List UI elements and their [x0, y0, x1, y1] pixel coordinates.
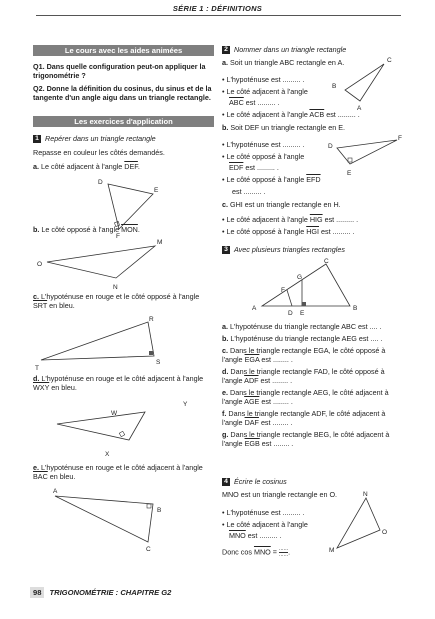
point-label: N: [363, 491, 368, 498]
exercise-title: Avec plusieurs triangles rectangles: [234, 245, 345, 254]
item-label: c.: [33, 292, 39, 301]
point-label: X: [105, 451, 110, 458]
point-label: A: [53, 488, 58, 495]
item-label: a.: [222, 58, 228, 67]
item-1a: a. Le côté adjacent à l'angle $\overline{DEF}$.: [33, 162, 140, 171]
point-label: M: [329, 547, 335, 554]
item-text: Dans le triangle rectangle ADF, le côté adjacent à l'angle: [222, 409, 386, 427]
point-label: O: [382, 529, 388, 536]
point-label: E: [154, 187, 159, 194]
ex4-line1: • L'hypoténuse est ......... .: [222, 508, 305, 517]
item-text: Donc cos: [222, 547, 252, 557]
ex4-cos: Donc $\cos \overline{MNO}$ = ...... ...... .: [222, 546, 291, 558]
item-text: est ......... .: [326, 110, 360, 119]
figure-multiple-triangles: [250, 256, 380, 320]
item-2a-line1: • L'hypoténuse est ......... .: [222, 75, 305, 84]
triangle-srt: [33, 312, 218, 374]
item-1d: [33, 374, 214, 392]
point-label: F: [281, 287, 285, 294]
fraction-top: ......: [278, 546, 289, 552]
angle-name: $\overline{EFD}$: [306, 175, 321, 184]
triangle-mno: [325, 486, 400, 558]
angle-name: $\overline{EGB}$: [244, 439, 260, 448]
item-text: L'hypoténuse en rouge et le côté adjacent à l'angle: [41, 374, 204, 383]
point-label: B: [157, 507, 162, 514]
point-label: T: [35, 365, 39, 372]
ex3-question: [222, 430, 407, 448]
item-2b-line1: • L'hypoténuse est ......... .: [222, 140, 305, 149]
ex3-question: [222, 409, 407, 427]
item-2b-line2b: [229, 163, 279, 172]
page-number: 98: [30, 587, 44, 598]
point-label: B: [332, 83, 337, 90]
exercise-title: Nommer dans un triangle rectangle: [234, 45, 347, 54]
ex3-question: [222, 322, 407, 331]
point-label: E: [347, 170, 352, 177]
item-2b-line3b: est ......... .: [232, 187, 266, 196]
item-label: b.: [33, 225, 40, 234]
item-text: est ........ .: [261, 355, 293, 364]
item-2a-line2: • Le côté adjacent à l'angle: [222, 87, 308, 96]
item-label: b.: [222, 334, 229, 343]
angle-name: $\overline{DEF}$: [124, 162, 138, 171]
ex3-question: [222, 346, 407, 364]
item-label: a.: [222, 322, 228, 331]
item-text: est ......... .: [245, 98, 280, 107]
point-label: E: [300, 310, 305, 317]
section-bar-course: Le cours avec les aides animées: [33, 45, 214, 56]
exercise-4-title: [222, 477, 287, 486]
item-text: L'hypoténuse en rouge et le côté opposé à l'angle: [41, 292, 200, 301]
header-rule: [36, 15, 401, 16]
item-text: est ......... .: [321, 227, 355, 236]
item-text: Le côté adjacent à l'angle: [226, 110, 308, 119]
item-text: GHI est un triangle rectangle en H.: [230, 200, 341, 209]
point-label: B: [353, 305, 358, 312]
fraction: [279, 547, 288, 558]
item-label: c.: [222, 200, 228, 209]
item-text: L'hypoténuse du triangle rectangle AEG est .... .: [230, 334, 383, 343]
point-label: Y: [183, 401, 188, 408]
triangle-wxy: [33, 394, 218, 464]
angle-name: $\overline{ADF}$: [244, 376, 259, 385]
item-text: en bleu.: [49, 472, 76, 481]
item-text: est ......... .: [245, 163, 279, 172]
item-text: est ........ .: [260, 376, 293, 385]
item-text: en bleu.: [49, 301, 75, 310]
item-label: a.: [33, 162, 39, 171]
item-text: Dans le triangle rectangle EGA, le côté opposé à l'angle: [222, 346, 386, 364]
point-label: C: [324, 258, 329, 265]
triangle-bac: [33, 484, 218, 556]
exercise-2-title: [222, 45, 346, 54]
question-1: Q1. Dans quelle configuration peut-on appliquer la trigonométrie ?: [33, 62, 206, 80]
angle-name: $\overline{EDF}$: [229, 163, 244, 172]
item-2a-line3: [222, 110, 360, 119]
exercise-1-intro: Repasse en couleur les côtés demandés.: [33, 148, 165, 157]
item-text: L'hypoténuse en rouge et le côté adjacent à l'angle: [41, 463, 203, 472]
item-label: f.: [222, 409, 227, 418]
angle-name: $\overline{SRT}$: [33, 301, 48, 310]
point-label: W: [111, 410, 118, 417]
angle-name: $\overline{MNO}$: [229, 531, 246, 540]
point-label: G: [297, 274, 303, 281]
angle-name: $\overline{EGA}$: [244, 355, 260, 364]
item-1c: [33, 292, 214, 310]
item-text: Le côté adjacent à l'angle: [41, 162, 123, 171]
item-text: en bleu.: [51, 383, 77, 392]
point-label: A: [357, 105, 362, 112]
item-2a-line2b: [229, 98, 279, 107]
item-text: Le côté opposé à l'angle: [226, 175, 305, 184]
item-label: b.: [222, 123, 229, 132]
item-2b-line2: • Le côté opposé à l'angle: [222, 152, 304, 161]
item-text: est ........ .: [261, 397, 293, 406]
angle-name: $\overline{HIG}$: [309, 215, 323, 224]
exercise-title: Écrire le cosinus: [234, 477, 287, 486]
item-label: e.: [222, 388, 228, 397]
item-text: est ......... .: [247, 531, 282, 540]
angle-name: $\overline{DAF}$: [244, 418, 259, 427]
item-text: L'hypoténuse du triangle rectangle ABC est .... .: [230, 322, 382, 331]
exercise-1-title: [33, 134, 156, 143]
angle-name: $\overline{HGI}$: [306, 227, 319, 236]
item-text: Dans le triangle rectangle BEG, le côté adjacent à l'angle: [222, 430, 390, 448]
question-2: Q2. Donne la définition du cosinus, du sinus et de la tangente d'un angle aigu dans un triangle rectangle.: [33, 84, 212, 102]
item-text: Soit un triangle ABC rectangle en A.: [230, 58, 345, 67]
triangle-abc-2: [330, 50, 400, 112]
point-label: R: [149, 316, 154, 323]
item-label: d.: [33, 374, 40, 383]
angle-name: $\overline{ABC}$: [229, 98, 244, 107]
item-text: Dans le triangle rectangle AEG, le côté adjacent à l'angle: [222, 388, 389, 406]
item-label: c.: [222, 346, 228, 355]
page-footer: [30, 588, 171, 597]
item-label: g.: [222, 430, 229, 439]
point-label: S: [156, 359, 161, 366]
item-text: est ........ .: [260, 418, 293, 427]
item-1b: b. Le côté opposé à l'angle $\overline{MON}$.: [33, 225, 140, 234]
exercise-number: 4: [222, 478, 230, 486]
item-2c-line1: [222, 215, 358, 224]
point-label: O: [37, 261, 43, 268]
ex4-line2b: [229, 531, 281, 540]
angle-name: $\overline{WXY}$: [33, 383, 50, 392]
point-label: D: [288, 310, 293, 317]
exercise-number: 2: [222, 46, 230, 54]
item-text: Le côté adjacent à l'angle: [226, 215, 308, 224]
item-text: Le côté opposé à l'angle: [41, 225, 120, 234]
point-label: D: [328, 143, 333, 150]
point-label: F: [116, 233, 120, 240]
angle-name: $\overline{MNO}$: [253, 547, 271, 557]
item-2a: [222, 58, 344, 67]
point-label: D: [98, 179, 103, 186]
angle-name: $\overline{BAC}$: [33, 472, 48, 481]
exercise-number: 3: [222, 246, 230, 254]
item-text: est ......... .: [324, 215, 359, 224]
fraction-bottom: ......: [278, 552, 289, 558]
ex3-question: [222, 388, 407, 406]
point-label: A: [252, 305, 257, 312]
item-text: Dans le triangle rectangle FAD, le côté opposé à l'angle: [222, 367, 385, 385]
item-text: Soit DEF un triangle rectangle en E.: [230, 123, 346, 132]
item-text: Le côté opposé à l'angle: [226, 227, 305, 236]
point-label: N: [113, 284, 118, 291]
exercise-number: 1: [33, 135, 41, 143]
triangle-def-2: [325, 130, 405, 180]
point-label: C: [146, 546, 151, 553]
page-header: SÉRIE 1 : DÉFINITIONS: [172, 4, 263, 13]
ex4-line2: • Le côté adjacent à l'angle: [222, 520, 308, 529]
section-bar-exercises: Les exercices d'application: [33, 116, 214, 127]
item-label: d.: [222, 367, 229, 376]
item-text: est ........ .: [261, 439, 294, 448]
point-label: M: [157, 239, 163, 246]
triangle-mon: [33, 234, 218, 294]
item-2c: [222, 200, 341, 209]
footer-title: TRIGONOMÉTRIE : CHAPITRE G2: [49, 588, 172, 597]
item-1e: [33, 463, 214, 481]
ex3-question: [222, 367, 407, 385]
point-label: C: [387, 57, 392, 64]
exercise-title: Repérer dans un triangle rectangle: [45, 134, 156, 143]
angle-name: $\overline{AGE}$: [244, 397, 260, 406]
exercise-3-questions: [222, 322, 407, 451]
item-2c-line2: [222, 227, 355, 236]
exercise-3-title: [222, 245, 345, 254]
item-label: e.: [33, 463, 39, 472]
angle-name: $\overline{MON}$: [121, 225, 138, 234]
exercise-4-intro: MNO est un triangle rectangle en O.: [222, 490, 338, 499]
ex3-question: [222, 334, 407, 343]
angle-name: $\overline{ACB}$: [309, 110, 325, 119]
item-2b-line3: [222, 175, 321, 184]
item-text: =: [272, 547, 277, 557]
point-label: F: [398, 135, 402, 142]
